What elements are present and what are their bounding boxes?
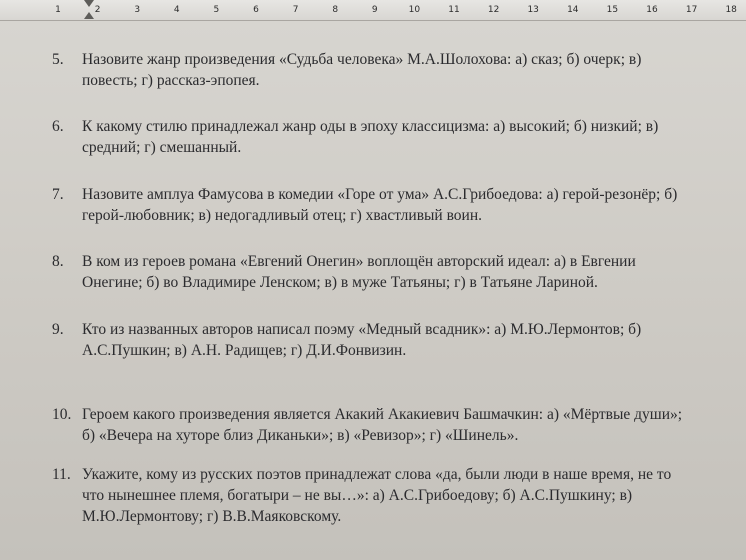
ruler-tick-label: 11 xyxy=(448,5,460,15)
question-text: что нынешнее племя, богатыри – не вы…»: а) А.С.Грибоедову; б) А.С.Пушкину; в) xyxy=(82,487,633,504)
question-number: 9. xyxy=(52,321,64,338)
ruler-tick-label: 2 xyxy=(94,5,101,15)
question-line xyxy=(52,184,722,205)
ruler-tick-label: 5 xyxy=(213,5,220,15)
question-text: Назовите амплуа Фамусова в комедии «Горе от ума» А.С.Грибоедова: а) герой-резонёр; б) xyxy=(82,186,678,203)
question-text: герой-любовник; в) недогадливый отец; г) хвастливый воин. xyxy=(82,207,483,224)
ruler-tick-label: 13 xyxy=(527,5,539,15)
question-number: 5. xyxy=(52,51,64,68)
question-number: 8. xyxy=(52,253,64,270)
ruler-tick-label: 8 xyxy=(332,5,339,15)
ruler-tick-label: 17 xyxy=(685,5,698,15)
left-indent-marker[interactable] xyxy=(84,12,94,19)
question-6 xyxy=(52,116,722,158)
ruler-tick-label: 9 xyxy=(371,5,378,15)
question-line xyxy=(52,116,722,137)
question-8 xyxy=(52,251,722,293)
question-number: 11. xyxy=(52,466,71,483)
question-5 xyxy=(52,49,722,91)
question-line xyxy=(52,251,722,272)
question-text: А.С.Пушкин; в) А.Н. Радищев; г) Д.И.Фонвизин. xyxy=(82,342,407,359)
ruler-tick-label: 12 xyxy=(487,5,500,15)
question-text: повесть; г) рассказ-эпопея. xyxy=(82,72,260,89)
question-text: Онегине; б) во Владимире Ленском; в) в муже Татьяны; г) в Татьяне Лариной. xyxy=(82,274,598,291)
question-11 xyxy=(52,464,722,527)
first-line-indent-marker[interactable] xyxy=(84,0,94,7)
question-text: Кто из названных авторов написал поэму «Медный всадник»: а) М.Ю.Лермонтов; б) xyxy=(82,321,642,338)
question-line xyxy=(52,464,722,485)
question-text: б) «Вечера на хуторе близ Диканьки»; в) «Ревизор»; г) «Шинель». xyxy=(82,427,519,444)
question-line xyxy=(52,319,722,340)
ruler-tick-label: 16 xyxy=(646,5,658,15)
question-line xyxy=(52,49,722,70)
document-page[interactable] xyxy=(0,21,746,560)
question-number: 7. xyxy=(52,186,64,203)
question-text: Героем какого произведения является Акакий Акакиевич Башмачкин: а) «Мёртвые души»; xyxy=(82,406,683,423)
question-text: В ком из героев романа «Евгений Онегин» воплощён авторский идеал: а) в Евгении xyxy=(82,253,636,270)
question-number: 10. xyxy=(52,406,72,423)
ruler-tick-label: 15 xyxy=(606,5,619,15)
ruler-tick-label: 1 xyxy=(55,5,61,15)
question-text: М.Ю.Лермонтову; г) В.В.Маяковскому. xyxy=(82,508,342,525)
ruler-tick-label: 3 xyxy=(134,5,141,15)
ruler-tick-label: 14 xyxy=(567,5,579,15)
question-text: Укажите, кому из русских поэтов принадлежат слова «да, были люди в наше время, не то xyxy=(82,466,672,483)
question-9 xyxy=(52,319,722,361)
question-text: К какому стилю принадлежал жанр оды в эпоху классицизма: а) высокий; б) низкий; в) xyxy=(82,118,659,135)
horizontal-ruler[interactable] xyxy=(0,0,746,21)
question-10 xyxy=(52,404,722,446)
question-number: 6. xyxy=(52,118,64,135)
ruler-tick-label: 4 xyxy=(173,5,180,15)
question-text: Назовите жанр произведения «Судьба человека» М.А.Шолохова: а) сказ; б) очерк; в) xyxy=(82,51,642,68)
ruler-tick-label: 6 xyxy=(253,5,259,15)
ruler-tick-label: 18 xyxy=(725,5,737,15)
question-7 xyxy=(52,184,722,226)
question-line xyxy=(52,404,722,425)
ruler-tick-label: 7 xyxy=(292,5,299,15)
question-text: средний; г) смешанный. xyxy=(82,139,242,156)
ruler-tick-label: 10 xyxy=(408,5,421,15)
